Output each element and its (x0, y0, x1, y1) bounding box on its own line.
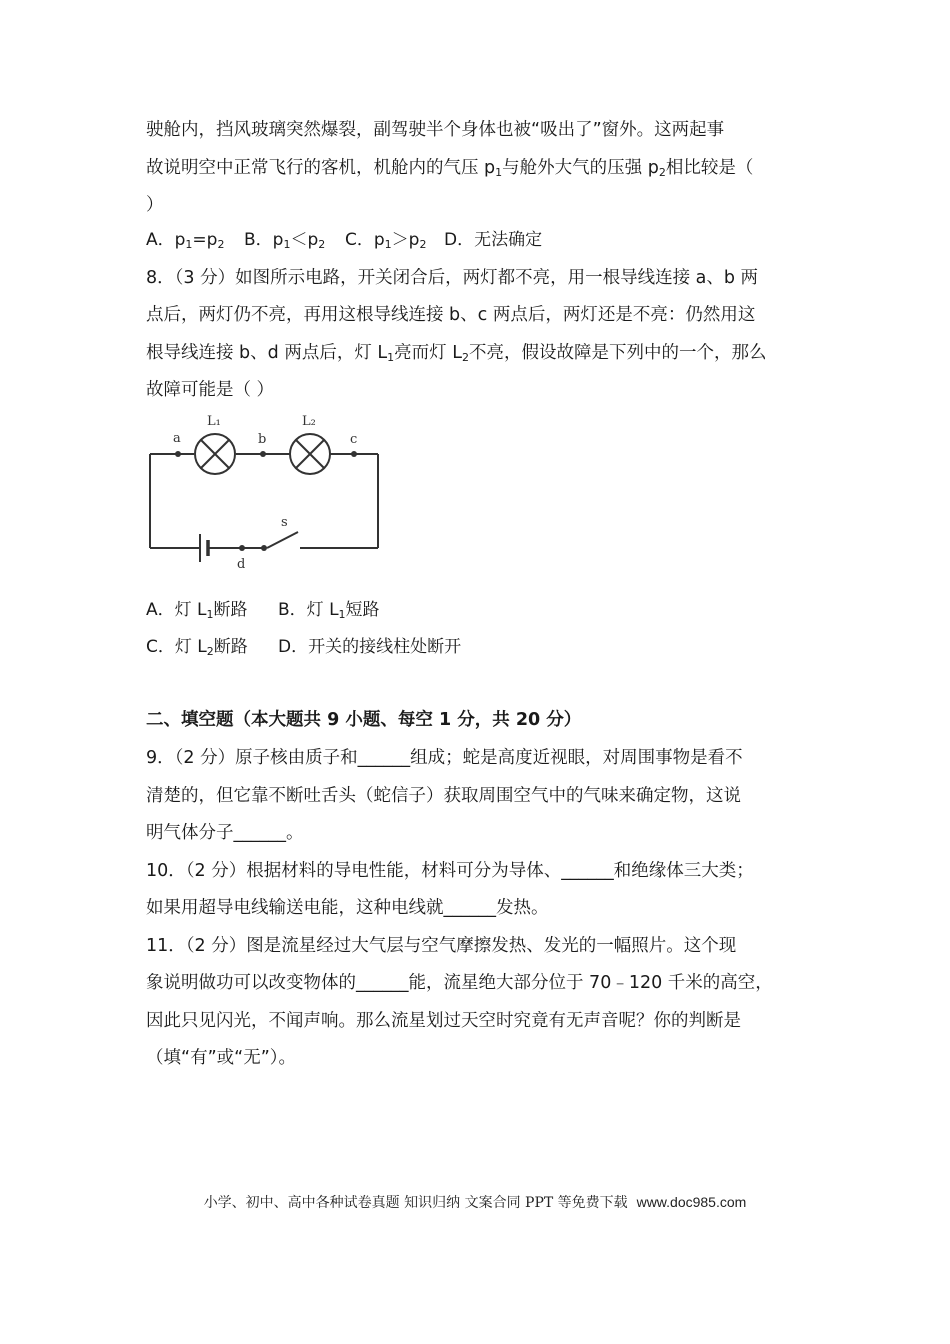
footer-url-link[interactable]: www.doc985.com (636, 1194, 747, 1210)
q8-option-d (278, 635, 461, 659)
q11-line-4 (146, 1045, 296, 1071)
q11-line-1 (146, 933, 736, 959)
q8-option-c-sub: 2 (206, 645, 214, 658)
q11-line-4-text: （填“有”或“无”）。 (146, 1048, 297, 1068)
q11-line-1-text: 11．（2 分）图是流星经过大气层与空气摩擦发热、发光的一幅照片。这个现 (146, 936, 737, 956)
label-a: a (173, 431, 181, 446)
q9-line-3-text: 明气体分子______。 (146, 823, 304, 843)
q9-line-1 (146, 745, 743, 771)
q9-line-2-text: 清楚的，但它靠不断吐舌头（蛇信子）获取周围空气中的气味来确定物，这说 (146, 786, 741, 806)
label-s: s (281, 515, 288, 530)
q7-option-c-sub1: 1 (384, 238, 392, 251)
q9-line-3 (146, 820, 304, 846)
q7-line-2-part-a: 故说明空中正常飞行的客机，机舱内的气压 p (146, 158, 496, 178)
q11-line-3 (146, 1008, 741, 1034)
q7-option-c-mid: ＞p (391, 230, 420, 250)
q8-option-a-sub: 1 (206, 608, 214, 621)
q8-option-c (146, 635, 248, 664)
q7-option-a (146, 228, 224, 257)
q8-line-3-part-b: 亮而灯 L (394, 343, 462, 363)
node-c (351, 451, 357, 457)
q8-line-1-text: 8．（3 分）如图所示电路，开关闭合后，两灯都不亮，用一根导线连接 a、b 两 (146, 268, 759, 288)
q10-line-1-text: 10．（2 分）根据材料的导电性能，材料可分为导体、______和绝缘体三大类； (146, 861, 754, 881)
q7-option-b (244, 228, 325, 257)
q8-line-3-part-a: 根导线连接 b、d 两点后，灯 L (146, 343, 388, 363)
circuit-diagram (140, 408, 390, 574)
q8-line-1 (146, 265, 758, 291)
q11-line-2 (146, 970, 773, 996)
q7-line-3 (146, 192, 164, 218)
q9-line-1-text: 9．（2 分）原子核由质子和______组成；蛇是高度近视眼，对周围事物是看不 (146, 748, 743, 768)
q7-line-1 (146, 117, 724, 143)
q7-line-2-part-b: 与舱外大气的压强 p (502, 158, 659, 178)
label-l1: L₁ (207, 414, 221, 429)
q8-option-d-text: D．开关的接线柱处断开 (278, 637, 462, 657)
q8-l2-subscript: 2 (461, 351, 469, 364)
q8-option-c-part-a: C．灯 L (146, 637, 207, 657)
section-2-heading-text: 二、填空题（本大题共 9 小题、每空 1 分，共 20 分） (146, 710, 582, 730)
node-a (175, 451, 181, 457)
q10-line-1 (146, 858, 754, 884)
q7-line-2-part-c: 相比较是（ (665, 158, 754, 178)
q7-line-1-text: 驶舱内，挡风玻璃突然爆裂，副驾驶半个身体也被“吸出了”窗外。这两起事 (146, 120, 725, 140)
switch-pivot (261, 545, 267, 551)
q8-option-c-part-b: 断路 (213, 637, 248, 657)
q8-l1-subscript: 1 (387, 351, 395, 364)
q7-p2-subscript: 2 (658, 166, 666, 179)
q7-option-b-sub1: 1 (283, 238, 291, 251)
q7-option-b-sub2: 2 (318, 238, 326, 251)
q7-line-3-text: ） (146, 195, 164, 215)
q7-option-b-mid: ＜p (290, 230, 319, 250)
q11-line-2-text: 象说明做功可以改变物体的______能，流星绝大部分位于 70﹣120 千米的高空， (146, 973, 773, 993)
q10-line-2-text: 如果用超导电线输送电能，这种电线就______发热。 (146, 898, 549, 918)
q9-line-2 (146, 783, 741, 809)
q7-option-b-label: B．p (244, 230, 284, 250)
q7-option-d (444, 228, 542, 252)
label-c: c (350, 432, 358, 447)
q8-line-3 (146, 340, 766, 371)
label-l2: L₂ (302, 414, 316, 429)
q7-option-d-text: D．无法确定 (444, 230, 543, 250)
q7-option-a-sub1: 1 (185, 238, 193, 251)
q11-line-3-text: 因此只见闪光，不闻声响。那么流星划过天空时究竟有无声音呢？你的判断是 (146, 1011, 741, 1031)
q7-option-c (345, 228, 426, 257)
q8-line-2 (146, 302, 755, 328)
q7-option-c-label: C．p (345, 230, 385, 250)
q7-p1-subscript: 1 (495, 166, 503, 179)
q8-option-b-sub: 1 (338, 608, 346, 621)
q8-option-a (146, 598, 248, 627)
q7-line-2 (146, 155, 753, 186)
footer-text: 小学、初中、高中各种试卷真题 知识归纳 文案合同 PPT 等免费下载 (203, 1195, 628, 1211)
switch-blade (267, 532, 298, 548)
node-b (260, 451, 266, 457)
label-b: b (258, 432, 267, 447)
q8-option-a-part-b: 断路 (213, 600, 248, 620)
q7-option-c-sub2: 2 (419, 238, 427, 251)
q8-line-4 (146, 377, 274, 403)
q7-option-a-label: A．p (146, 230, 186, 250)
q8-line-3-part-c: 不亮，假设故障是下列中的一个，那么 (468, 343, 767, 363)
page-footer (0, 1192, 950, 1212)
q7-option-a-sub2: 2 (217, 238, 225, 251)
q8-option-a-part-a: A．灯 L (146, 600, 207, 620)
q10-line-2 (146, 895, 549, 921)
q7-option-a-mid: =p (192, 230, 218, 250)
label-d: d (237, 557, 246, 572)
q8-option-b (278, 598, 380, 627)
q8-option-b-part-b: 短路 (345, 600, 380, 620)
q8-line-4-text: 故障可能是（ ） (146, 380, 275, 400)
node-d (239, 545, 245, 551)
q8-option-b-part-a: B．灯 L (278, 600, 339, 620)
q8-line-2-text: 点后，两灯仍不亮，再用这根导线连接 b、c 两点后，两灯还是不亮：仍然用这 (146, 305, 756, 325)
section-2-heading (146, 707, 581, 733)
